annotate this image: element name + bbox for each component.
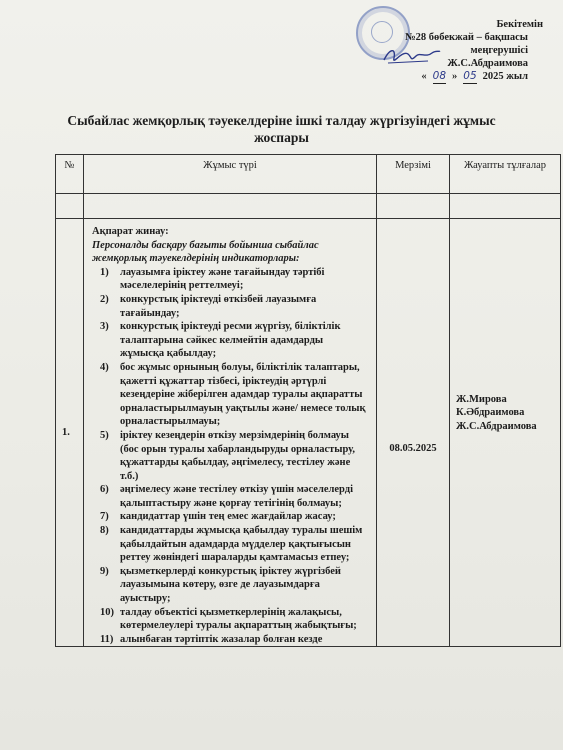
header-number: №	[56, 155, 84, 194]
list-item: 10) талдау объектісі қызметкерлерінің жалақысы, көтермелеулері туралы ақпараттың жабықтығы;	[100, 606, 357, 632]
indicator-list	[92, 266, 368, 647]
row-work-description	[84, 219, 377, 647]
row-heading: Ақпарат жинау:	[92, 226, 169, 237]
document-title: Сыбайлас жемқорлық тәуекелдеріне ішкі талдау жүргізуіндегі жұмыс жоспары	[67, 113, 496, 145]
approval-organization: №28 бөбекжай – бақшасы	[405, 32, 528, 43]
list-item: 6) әңгімелесу және тестілеу өткізу үшін мәселелерді қалыптастыру және қорғау тетігінің болмауы;	[100, 484, 353, 509]
list-item: 5) іріктеу кезеңдерін өткізу мерзімдерінің болмауы (бос орын туралы хабарландыруды орналастыру, құжаттарды қабылдау, әңгімелесу, тестілеу және т.б.)	[100, 429, 355, 482]
table-spacer-row	[56, 194, 561, 219]
list-item: 11) алынбаған тәртіптік жазалар болған кезде	[100, 633, 323, 645]
table-header-row	[56, 155, 561, 194]
row-number: 1.	[56, 219, 84, 647]
header-term: Мерзімі	[377, 155, 450, 194]
table-row	[56, 219, 561, 647]
date-month: 05	[463, 70, 477, 82]
approval-position: меңгерушісі	[470, 45, 528, 56]
responsible-person: Ж.С.Абдраимова	[456, 421, 537, 432]
header-work-type: Жұмыс түрі	[84, 155, 377, 194]
list-item: 2) конкурстық іріктеуді өткізбей лауазымға тағайындау;	[100, 293, 317, 319]
approval-name: Ж.С.Абдраимова	[447, 58, 528, 69]
list-item: 8) кандидаттарды жұмысқа қабылдау туралы шешім қабылдайтын адамдарда мүдделер қақтығысын реттеу жөніндегі шараларды қамтамасыз етпеу;	[100, 525, 363, 564]
list-item: 9) қызметкерлерді конкурстық іріктеу жүргізбей лауазымына көтеру, өзге де лауазымдарға ауыстыру;	[100, 565, 341, 605]
approval-title: Бекітемін	[496, 19, 543, 30]
row-responsible	[450, 219, 561, 647]
work-plan-table	[55, 154, 561, 647]
row-term: 08.05.2025	[377, 219, 450, 647]
responsible-person: Ж.Мирова	[456, 393, 507, 405]
date-close-quote: »	[452, 71, 458, 82]
row-subheading: Персоналды басқару бағыты бойынша сыбайлас жемқорлық тәуекелдерінің индикаторлары:	[92, 239, 319, 265]
date-day: 08	[432, 70, 447, 82]
header-responsible: Жауапты тұлғалар	[450, 155, 561, 194]
list-item: 3) конкурстық іріктеуді ресми жүргізу, біліктілік талаптарына сәйкес келмейтін адамдарды жұмысқа қабылдау;	[100, 321, 341, 360]
list-item: 1) лауазымға іріктеу және тағайындау тәртібі мәселелерінің реттелмеуі;	[100, 266, 325, 292]
date-open-quote: «	[421, 71, 427, 82]
list-item: 7) кандидаттар үшін тең емес жағдайлар жасау;	[100, 511, 336, 523]
approval-block	[380, 18, 545, 84]
date-year: 2025 жыл	[482, 71, 528, 82]
approval-date	[380, 70, 528, 84]
list-item: 4) бос жұмыс орнының болуы, біліктілік талаптары, қажетті құжаттар тізбесі, іріктеудің әртүрлі кезеңдеріне жіберілген адамдар туралы ақпаратты орналастырылмауың уақтылы және/ немесе толық орналастырылмауы;	[100, 361, 366, 428]
responsible-person: К.Әбдраимова	[456, 407, 525, 419]
